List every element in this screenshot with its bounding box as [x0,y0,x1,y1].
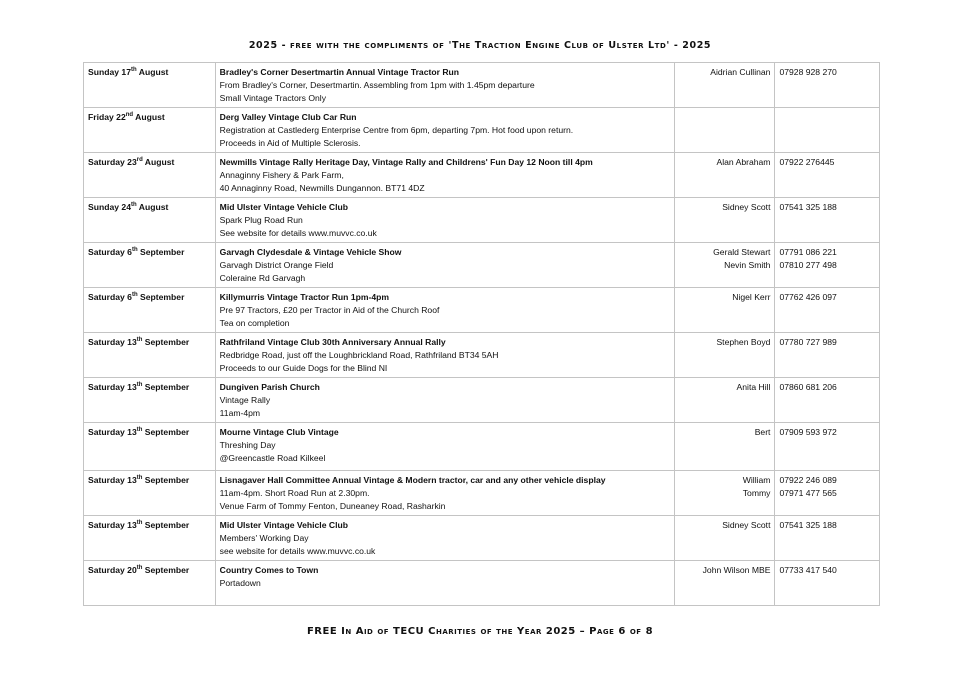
event-detail-line: 11am-4pm. Short Road Run at 2.30pm. [219,488,370,498]
phone-number: 07791 086 221 [779,247,837,257]
event-date-month: September [137,247,185,257]
event-date-day: Saturday 20 [88,565,137,575]
event-date-day: Saturday 13 [88,475,137,485]
event-description [215,378,674,423]
events-table-body [84,63,880,606]
event-date [84,198,216,243]
event-row [84,108,880,153]
phone-number: 07810 277 498 [779,260,837,270]
event-date [84,333,216,378]
event-contact [674,471,775,516]
event-description [215,423,674,471]
event-detail-line: Proceeds to our Guide Dogs for the Blind NI [219,363,388,373]
phone-number: 07922 276445 [779,157,835,167]
event-date [84,288,216,333]
event-phone [775,108,880,153]
page-header: 2025 - free with the compliments of 'The Traction Engine Club of Ulster Ltd' - 2025 [248,40,712,51]
events-table [83,62,880,606]
event-detail-line: Annaginny Fishery & Park Farm, [219,170,344,180]
phone-number: 07541 325 188 [779,520,837,530]
event-date-month: August [133,112,165,122]
event-date-month: September [142,565,190,575]
event-date-suffix: th [131,202,137,209]
event-date-month: September [142,475,190,485]
phone-number: 07971 477 565 [779,488,837,498]
event-contact [674,63,775,108]
event-row [84,471,880,516]
contact-name: Aidrian Cullinan [710,67,771,77]
event-date [84,153,216,198]
event-date-day: Saturday 13 [88,427,137,437]
event-contact [674,423,775,471]
event-date-month: August [136,202,169,212]
event-description [215,471,674,516]
event-contact [674,198,775,243]
event-date [84,516,216,561]
event-detail-line: See website for details www.muvvc.co.uk [219,228,377,238]
event-date-day: Saturday 6 [88,292,132,302]
event-row [84,561,880,606]
phone-number: 07860 681 206 [779,382,837,392]
event-date-suffix: th [136,337,143,344]
event-row [84,288,880,333]
event-date-month: September [142,520,190,530]
event-date [84,63,216,108]
event-description [215,108,674,153]
contact-name: Bert [754,427,771,437]
event-date-day: Saturday 23 [88,157,137,167]
event-row [84,243,880,288]
event-date-suffix: th [136,382,143,389]
event-phone [775,198,880,243]
event-date [84,378,216,423]
event-contact [674,516,775,561]
event-date-suffix: rd [136,157,143,164]
event-detail-line: 11am-4pm [219,408,261,418]
event-title: Country Comes to Town [219,565,319,575]
event-date-suffix: th [131,247,138,254]
event-contact [674,243,775,288]
event-date-month: September [137,292,185,302]
event-phone [775,333,880,378]
event-date-month: September [142,382,190,392]
event-row [84,423,880,471]
event-phone [775,423,880,471]
event-detail-line: Registration at Castlederg Enterprise Centre from 6pm, departing 7pm. Hot food upon return. [219,125,574,135]
contact-name: Sidney Scott [722,202,771,212]
event-detail-line: Proceeds in Aid of Multiple Sclerosis. [219,138,361,148]
event-date-suffix: th [136,475,143,482]
event-detail-line: Vintage Rally [219,395,271,405]
event-phone [775,378,880,423]
event-date-month: September [142,337,190,347]
contact-name: Alan Abraham [716,157,771,167]
event-phone [775,471,880,516]
contact-name: Nigel Kerr [732,292,771,302]
event-detail-line: @Greencastle Road Kilkeel [219,453,326,463]
event-row [84,198,880,243]
event-contact [674,288,775,333]
contact-name: John Wilson MBE [702,565,771,575]
contact-name: Stephen Boyd [716,337,771,347]
event-detail-line: Tea on completion [219,318,290,328]
event-row [84,516,880,561]
event-date-suffix: th [131,67,137,74]
event-detail-line: Venue Farm of Tommy Fenton, Duneaney Road, Rasharkin [219,501,446,511]
event-title: Mourne Vintage Club Vintage [219,427,339,437]
event-date-suffix: th [136,520,143,527]
event-date-suffix: th [136,565,143,572]
event-title: Newmills Vintage Rally Heritage Day, Vintage Rally and Childrens' Fun Day 12 Noon till 4pm [219,157,593,167]
event-title: Dungiven Parish Church [219,382,320,392]
event-date [84,561,216,606]
event-date-day: Sunday 17 [88,67,131,77]
event-date-month: August [136,67,169,77]
event-date [84,471,216,516]
event-date-suffix: th [136,427,143,434]
event-title: Rathfriland Vintage Club 30th Anniversary Annual Rally [219,337,446,347]
event-description [215,561,674,606]
contact-name: Gerald Stewart [713,247,771,257]
event-detail-line: Threshing Day [219,440,276,450]
event-title: Garvagh Clydesdale & Vintage Vehicle Show [219,247,402,257]
phone-number: 07909 593 972 [779,427,837,437]
event-contact [674,378,775,423]
contact-name: Nevin Smith [724,260,771,270]
event-date-suffix: nd [125,112,134,119]
event-row [84,153,880,198]
event-date-suffix: th [131,292,138,299]
event-description [215,288,674,333]
event-date [84,243,216,288]
event-detail-line: From Bradley's Corner, Desertmartin. Assembling from 1pm with 1.45pm departure [219,80,535,90]
event-title: Lisnagaver Hall Committee Annual Vintage & Modern tractor, car and any other vehicle display [219,475,606,485]
event-phone [775,516,880,561]
page-footer: FREE In Aid of TECU Charities of the Year 2025 – Page 6 of 8 [306,626,654,637]
event-description [215,243,674,288]
event-phone [775,561,880,606]
event-date-day: Saturday 6 [88,247,132,257]
contact-name: Sidney Scott [722,520,771,530]
event-description [215,198,674,243]
event-date [84,108,216,153]
event-date-day: Friday 22 [88,112,126,122]
event-phone [775,288,880,333]
event-row [84,333,880,378]
event-date-day: Saturday 13 [88,337,137,347]
event-date-day: Saturday 13 [88,520,137,530]
event-title: Bradley's Corner Desertmartin Annual Vintage Tractor Run [219,67,460,77]
contact-name: Anita Hill [736,382,771,392]
event-row [84,378,880,423]
event-detail-line: Spark Plug Road Run [219,215,303,225]
event-phone [775,63,880,108]
event-description [215,153,674,198]
phone-number: 07541 325 188 [779,202,837,212]
event-phone [775,153,880,198]
event-detail-line: Coleraine Rd Garvagh [219,273,306,283]
phone-number: 07928 928 270 [779,67,837,77]
contact-name: Tommy [742,488,771,498]
phone-number: 07733 417 540 [779,565,837,575]
event-contact [674,153,775,198]
event-description [215,516,674,561]
event-date-month: September [142,427,190,437]
event-date [84,423,216,471]
event-detail-line: Pre 97 Tractors, £20 per Tractor in Aid of the Church Roof [219,305,440,315]
event-detail-line: see website for details www.muvvc.co.uk [219,546,376,556]
event-title: Mid Ulster Vintage Vehicle Club [219,520,348,530]
event-date-day: Sunday 24 [88,202,131,212]
event-detail-line: 40 Annaginny Road, Newmills Dungannon. BT71 4DZ [219,183,425,193]
event-date-day: Saturday 13 [88,382,137,392]
phone-number: 07780 727 989 [779,337,837,347]
event-phone [775,243,880,288]
event-detail-line: Garvagh District Orange Field [219,260,334,270]
event-contact [674,108,775,153]
phone-number: 07762 426 097 [779,292,837,302]
event-title: Killymurris Vintage Tractor Run 1pm-4pm [219,292,390,302]
event-description [215,333,674,378]
event-date-month: August [142,157,175,167]
event-contact [674,333,775,378]
event-detail-line: Redbridge Road, just off the Loughbrickland Road, Rathfriland BT34 5AH [219,350,499,360]
event-detail-line: Small Vintage Tractors Only [219,93,327,103]
event-detail-line: Members' Working Day [219,533,309,543]
event-detail-line: Portadown [219,578,261,588]
event-contact [674,561,775,606]
phone-number: 07922 246 089 [779,475,837,485]
event-title: Derg Valley Vintage Club Car Run [219,112,357,122]
event-row [84,63,880,108]
contact-name: William [742,475,771,485]
event-description [215,63,674,108]
event-title: Mid Ulster Vintage Vehicle Club [219,202,348,212]
